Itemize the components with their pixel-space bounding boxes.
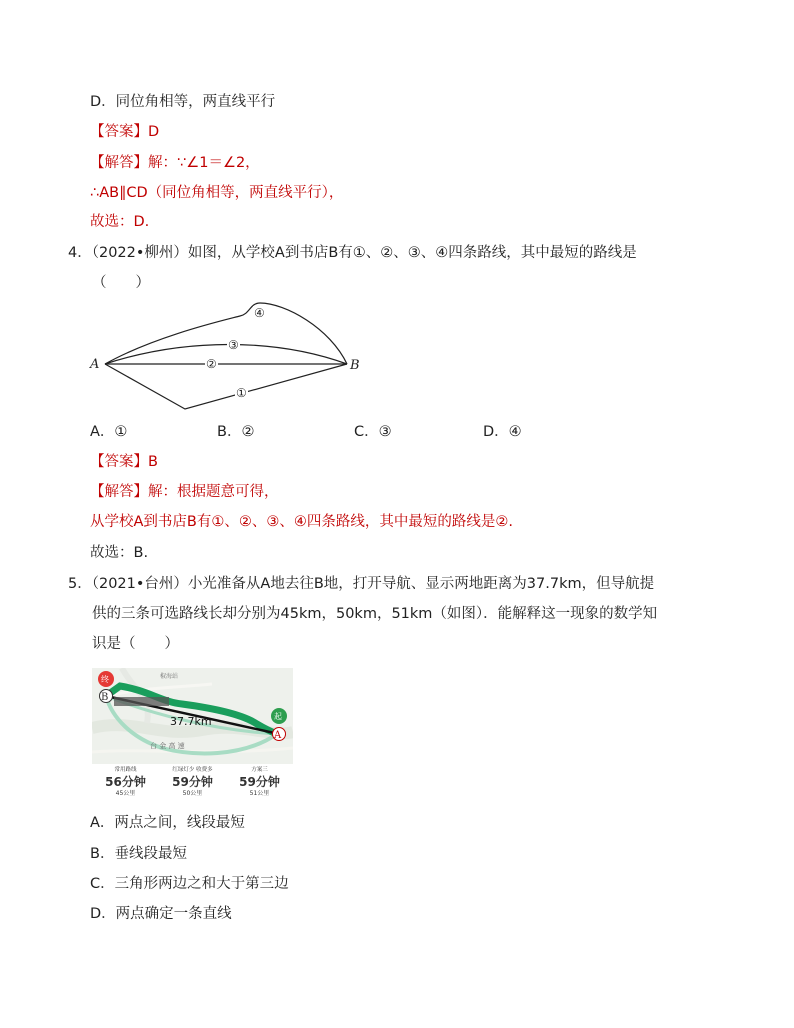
q3-therefore: ∴AB∥CD（同位角相等，两直线平行）， bbox=[90, 185, 344, 201]
q4-solution bbox=[90, 482, 279, 502]
place-label: 椒海站 bbox=[160, 673, 179, 680]
point-a-label: A bbox=[90, 357, 100, 372]
q5-stem-line3: 识是（ ） bbox=[92, 636, 179, 652]
route-4-curve bbox=[105, 303, 347, 364]
route-option-name: 方案三 bbox=[251, 767, 268, 773]
q4-option-c: C．③ bbox=[354, 424, 392, 440]
q5-option-c: C．三角形两边之和大于第三边 bbox=[90, 876, 289, 892]
q5-option-d: D．两点确定一条直线 bbox=[90, 906, 232, 922]
distance-label: 37.7km bbox=[170, 715, 212, 728]
q4-option-b: B．② bbox=[217, 424, 255, 440]
route-option-distance: 51公里 bbox=[249, 790, 270, 797]
q4-choose: 故选：B. bbox=[90, 545, 149, 561]
q4-solution-text: 解：根据题意可得， bbox=[148, 484, 279, 500]
route-4-label: ④ bbox=[254, 306, 265, 320]
q4-solution-label: 【解答】 bbox=[90, 484, 148, 500]
q3-solution-text: 解：∵∠1＝∠2， bbox=[148, 155, 260, 171]
route-option-3[interactable] bbox=[226, 767, 293, 798]
route-option-name: 红绿灯少 收费多 bbox=[172, 767, 213, 773]
q4-route-figure bbox=[85, 298, 375, 416]
point-b-label: B bbox=[350, 358, 360, 373]
map-point-a: A bbox=[274, 730, 282, 741]
q4-option-a: A．① bbox=[90, 424, 128, 440]
q3-solution bbox=[90, 153, 260, 173]
start-badge: 起 bbox=[274, 712, 282, 721]
q3-option-d: D．同位角相等，两直线平行 bbox=[90, 94, 276, 110]
route-1-polyline bbox=[105, 364, 347, 409]
q3-solution-label: 【解答】 bbox=[90, 155, 148, 171]
q4-stem: 4．（2022•柳州）如图，从学校A到书店B有①、②、③、④四条路线，其中最短的路线是 bbox=[68, 245, 637, 261]
q4-option-d: D．④ bbox=[483, 424, 522, 440]
route-option-2[interactable] bbox=[159, 767, 226, 798]
route-option-time: 59分钟 bbox=[172, 775, 213, 789]
route-options bbox=[92, 767, 293, 802]
route-option-time: 59分钟 bbox=[239, 775, 280, 789]
route-option-distance: 45公里 bbox=[115, 790, 136, 797]
highway-label: 台 金 高 速 bbox=[150, 742, 185, 750]
route-2-label: ② bbox=[206, 357, 217, 371]
map-view bbox=[92, 668, 293, 764]
q5-option-b: B．垂线段最短 bbox=[90, 846, 187, 862]
q4-answer: 【答案】B bbox=[90, 454, 158, 470]
route-3-label: ③ bbox=[228, 338, 239, 352]
navigation-map-screenshot bbox=[92, 668, 293, 802]
q5-stem-line2: 供的三条可选路线长却分别为45km，50km，51km（如图）．能解释这一现象的数学知 bbox=[92, 606, 658, 622]
route-option-name: 常用路线 bbox=[114, 767, 137, 773]
map-point-b: B bbox=[101, 692, 109, 703]
end-badge: 终 bbox=[101, 675, 109, 684]
route-option-distance: 50公里 bbox=[182, 790, 203, 797]
q5-option-a: A．两点之间，线段最短 bbox=[90, 815, 245, 831]
route-option-time: 56分钟 bbox=[105, 775, 146, 789]
route-1-label: ① bbox=[236, 386, 247, 400]
route-option-1[interactable] bbox=[92, 767, 159, 798]
q3-answer: 【答案】D bbox=[90, 124, 160, 140]
q5-stem-line1: 5．（2021•台州）小光准备从A地去往B地，打开导航、显示两地距离为37.7km，但导航提 bbox=[68, 576, 655, 592]
q4-stem-cont: （ ） bbox=[92, 275, 150, 291]
q4-solution-line2: 从学校A到书店B有①、②、③、④四条路线，其中最短的路线是②. bbox=[90, 514, 513, 530]
q3-choose: 故选：D. bbox=[90, 214, 150, 230]
